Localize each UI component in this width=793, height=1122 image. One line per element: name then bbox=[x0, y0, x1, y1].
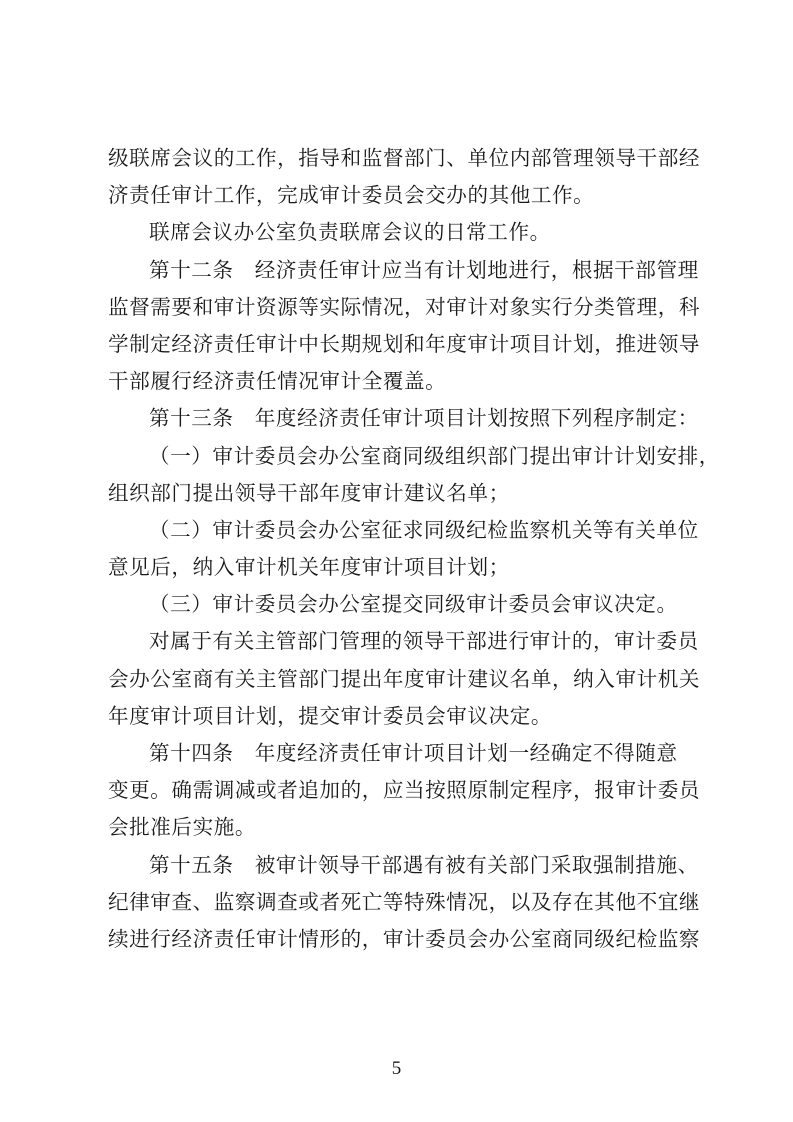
text-line: 济责任审计工作，完成审计委员会交办的其他工作。 bbox=[108, 183, 595, 208]
text-line: 第十三条 年度经济责任审计项目计划按照下列程序制定： bbox=[149, 406, 699, 431]
text-line: 续进行经济责任审计情形的，审计委员会办公室商同级纪检监察 bbox=[108, 926, 701, 951]
text-line: 干部履行经济责任情况审计全覆盖。 bbox=[108, 369, 447, 394]
text-line: 第十二条 经济责任审计应当有计划地进行，根据干部管理 bbox=[149, 257, 699, 282]
page-number: 5 bbox=[391, 1058, 402, 1079]
document-body bbox=[108, 140, 720, 958]
text-line: 学制定经济责任审计中长期规划和年度审计项目计划，推进领导 bbox=[108, 331, 701, 356]
text-line: 对属于有关主管部门管理的领导干部进行审计的，审计委员 bbox=[149, 629, 699, 654]
text-line: 纪律审查、监察调查或者死亡等特殊情况，以及存在其他不宜继 bbox=[108, 889, 701, 914]
text-line: （一）审计委员会办公室商同级组织部门提出审计计划安排， bbox=[149, 443, 720, 468]
text-line: 意见后，纳入审计机关年度审计项目计划； bbox=[108, 555, 510, 580]
text-line: （三）审计委员会办公室提交同级审计委员会审议决定。 bbox=[149, 592, 678, 617]
text-line: 联席会议办公室负责联席会议的日常工作。 bbox=[149, 220, 551, 245]
text-line: 变更。确需调减或者追加的，应当按照原制定程序，报审计委员 bbox=[108, 778, 701, 803]
text-line: （二）审计委员会办公室征求同级纪检监察机关等有关单位 bbox=[149, 517, 699, 542]
text-line: 组织部门提出领导干部年度审计建议名单； bbox=[108, 480, 510, 505]
text-line: 会办公室商有关主管部门提出年度审计建议名单，纳入审计机关 bbox=[108, 666, 701, 691]
text-line: 第十五条 被审计领导干部遇有被有关部门采取强制措施、 bbox=[149, 852, 699, 877]
text-line: 级联席会议的工作，指导和监督部门、单位内部管理领导干部经 bbox=[108, 146, 701, 170]
text-line: 第十四条 年度经济责任审计项目计划一经确定不得随意 bbox=[149, 741, 678, 765]
text-line: 监督需要和审计资源等实际情况，对审计对象实行分类管理，科 bbox=[108, 294, 701, 319]
text-line: 年度审计项目计划，提交审计委员会审议决定。 bbox=[108, 703, 553, 728]
text-line: 会批准后实施。 bbox=[108, 815, 257, 840]
